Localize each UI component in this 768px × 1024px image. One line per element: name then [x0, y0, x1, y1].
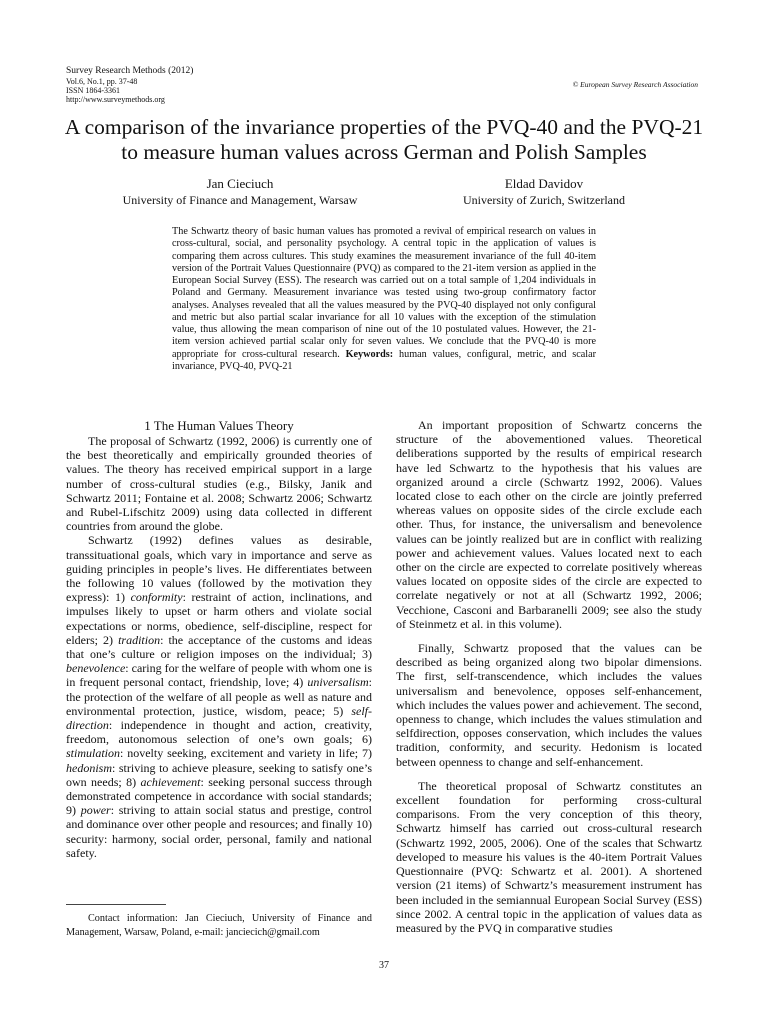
value-term: hedonism: [66, 760, 112, 775]
contact-information: Contact information: Jan Cieciuch, University of Finance and Management, Warsaw, Poland, e-mail: janciecich@gmail.com: [66, 913, 372, 938]
footnote: [66, 912, 372, 939]
section-title: 1 The Human Values Theory: [144, 418, 294, 433]
author-name: Eldad Davidov: [504, 176, 584, 191]
journal-header: [66, 66, 193, 104]
author-block-2: [394, 176, 694, 208]
copyright-notice: © European Survey Research Association: [572, 80, 698, 89]
abstract: [172, 226, 596, 373]
text-run: : striving to attain social status and prestige, control and dominance over other people and resources; and finally 10) security: harmony, social order, personal, family and national safety.: [66, 803, 373, 860]
text-run: : the acceptance of the customs and ideas that one’s culture or religion imposes on the individual; 3): [66, 632, 372, 662]
paper-title: A comparison of the invariance properties of the PVQ-40 and the PVQ-21 to measure human values across German and Polish Samples: [64, 115, 704, 164]
right-column: [396, 418, 702, 935]
journal-url[interactable]: http://www.surveymethods.org: [66, 95, 165, 104]
journal-name: Survey Research Methods (2012): [66, 66, 194, 76]
left-column: [66, 418, 372, 860]
paragraph: The theoretical proposal of Schwartz constitutes an excellent foundation for performing cross-cultural comparisons. From the very conception of this theory, Schwartz himself has carried out cross-cultural research (Schwartz 1992, 2005, 2006). One of the scales that Schwartz developed to measure his values is the 40-item Portrait Values Questionnaire (PVQ: Schwartz et al. 2001). A shortened version (21 items) of Schwartz’s measurement instrument has been included in the semiannual European Social Survey (ESS) since 2002. A central topic in the application of values data as measured by the PVQ in comparative studies: [396, 778, 702, 935]
paragraph: An important proposition of Schwartz concerns the structure of the abovementioned values. Theoretical deliberations supported by the results of empirical research have led Schwartz to the hypothesis that his values are organized around a circle (Schwartz 1992, 2006). Values located close to each other on the circle are jointly preferred whereas values on opposite sides of the circle exclude each other. Thus, for instance, the universalism and benevolence values can be jointly realized but are in conflict with realizing power and achievement values. Values located next to each other on the circle are expected to correlate positively whereas values located on opposite sides of the circle are expected to correlate negatively or not at all (Schwartz 1992, 2006; Vecchione, Casconi and Barbaranelli 2009; see also the study of Steinmetz et al. in this volume).: [396, 418, 702, 631]
author-block-1: [90, 176, 390, 208]
text-run: Schwartz (1992) defines values as desirable, transsituational goals, which vary in importance and serve as guiding principles in people’s lives. He differentiates between the following 10 values (followed by the motivation they express): 1): [66, 533, 372, 605]
text-run: : seeking personal success through demonstrated competence in accordance with social standards; 9): [66, 774, 372, 818]
text-run: : the protection of the welfare of all people as well as nature and environmental protection, justice, wisdom, peace; 5): [66, 675, 372, 718]
keywords-label: Keywords:: [345, 348, 394, 360]
text-run: : independence in thought and action, creativity, freedom, autonomous selection of one’s own goals; 6): [66, 718, 372, 747]
text-run: : restraint of action, inclinations, and impulses likely to upset or harm others and violate social expectations or norms, obedience, self-discipline, respect for elders; 2): [66, 590, 372, 647]
author-affiliation: University of Finance and Management, Warsaw: [122, 193, 358, 207]
text-run: : striving to achieve pleasure, seeking to satisfy one’s own needs; 8): [66, 760, 372, 789]
value-term: power: [80, 803, 111, 818]
value-term: achievement: [140, 774, 201, 789]
text-run: : caring for the welfare of people with whom one is in frequent personal contact, friendship, love; 4): [66, 661, 372, 690]
author-affiliation: University of Zurich, Switzerland: [463, 193, 625, 207]
text-run: : novelty seeking, excitement and variety in life; 7): [120, 746, 372, 761]
author-name: Jan Cieciuch: [206, 176, 274, 191]
paragraph: [66, 533, 372, 860]
value-term: tradition: [118, 632, 161, 647]
abstract-text: The Schwartz theory of basic human values has promoted a revival of empirical research on values in cross-cultural, social, and personality psychology. A central topic in the application of values is comparing them across cultures. This study examines the measurement invariance of the full 40-item version of the Portrait Values Questionnaire (PVQ) as compared to the 21-item version as applied in the European Social Survey (ESS). The research was carried out on a total sample of 1,204 individuals in Poland and Germany. Measurement invariance was tested using two-group confirmatory factor analyses. Analyses revealed that all the values measured by the PVQ-40 displayed not only configural and metric but also partial scalar invariance for all 10 values with the exception of the stimulation value, thus allowing the mean comparison of nine out of the 10 postulated values. However, the 21-item version achieved partial scalar only for seven values. We conclude that the PVQ-40 is more appropriate for cross-cultural research.: [172, 226, 596, 360]
value-term: conformity: [130, 590, 183, 605]
value-term: stimulation: [66, 746, 121, 761]
paragraph: The proposal of Schwartz (1992, 2006) is currently one of the best theoretically and empirically grounded theories of values. The theory has received empirical support in a large number of cross-cultural studies (e.g., Bilsky, Janik and Schwartz 2011; Fontaine et al. 2008; Schwartz 2006; Schwartz and Rubel-Lifschitz 2009) using data collected in different countries from around the globe.: [66, 434, 372, 534]
value-term: self-direction: [66, 703, 372, 733]
keywords-text: human values, configural, metric, and scalar invariance, PVQ-40, PVQ-21: [172, 348, 597, 372]
paragraph: Finally, Schwartz proposed that the values can be described as being organized along two bipolar dimensions. The first, self-transcendence, which includes the values universalism and benevolence, opposes self-enhancement, which includes the values power and achievement. The second, openness to change, which includes the values stimulation and selfdirection, opposes conservation, which includes the values tradition, conformity, and security. Hedonism is located between openness to change and self-enhancement.: [396, 641, 702, 769]
journal-issn: ISSN 1864-3361: [66, 86, 121, 95]
value-term: benevolence: [66, 661, 126, 676]
journal-volume: Vol.6, No.1, pp. 37-48: [66, 77, 138, 86]
value-term: universalism: [307, 675, 369, 690]
page-number: 37: [379, 960, 389, 971]
